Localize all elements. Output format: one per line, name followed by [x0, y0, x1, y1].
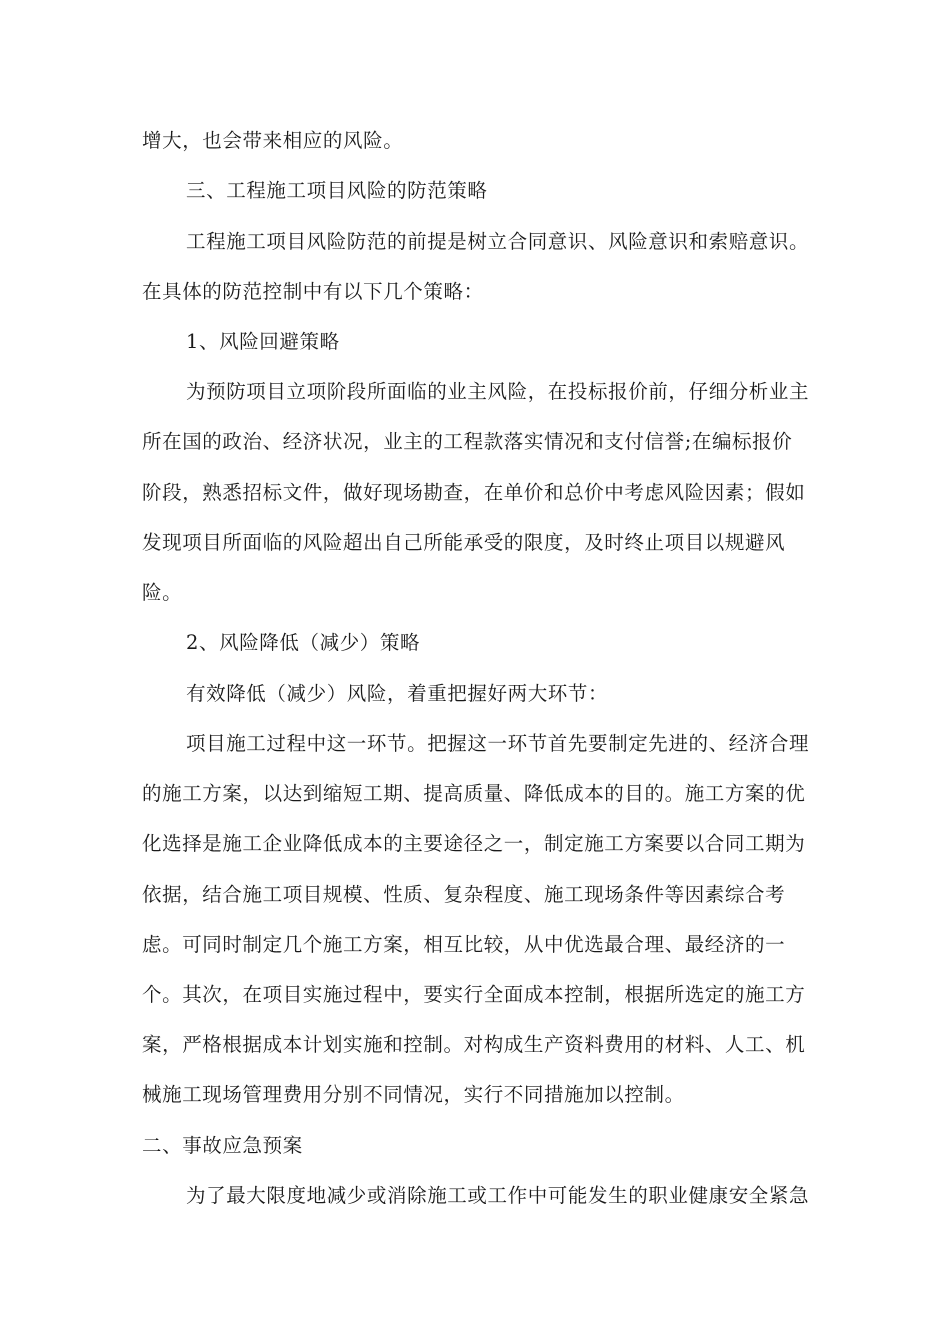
paragraph-line: 化选择是施工企业降低成本的主要途径之一，制定施工方案要以合同工期为 — [142, 832, 806, 855]
paragraph-line: 增大，也会带来相应的风险。 — [142, 129, 404, 152]
subsection-heading: 1、风险回避策略 — [186, 330, 340, 353]
paragraph-line: 阶段，熟悉招标文件，做好现场勘查，在单价和总价中考虑风险因素；假如 — [142, 481, 806, 504]
paragraph-line: 为了最大限度地减少或消除施工或工作中可能发生的职业健康安全紧急 — [186, 1184, 810, 1207]
paragraph-line: 有效降低（减少）风险，着重把握好两大环节： — [186, 682, 609, 705]
paragraph-line: 在具体的防范控制中有以下几个策略： — [142, 280, 484, 303]
paragraph-line: 发现项目所面临的风险超出自己所能承受的限度，及时终止项目以规避风 — [142, 531, 786, 554]
paragraph-line: 个。其次，在项目实施过程中，要实行全面成本控制，根据所选定的施工方 — [142, 983, 806, 1006]
paragraph-line: 案，严格根据成本计划实施和控制。对构成生产资料费用的材料、人工、机 — [142, 1033, 806, 1056]
paragraph-line: 险。 — [142, 581, 183, 604]
paragraph-line: 的施工方案，以达到缩短工期、提高质量、降低成本的目的。施工方案的优 — [142, 782, 806, 805]
subsection-heading: 2、风险降低（减少）策略 — [186, 631, 421, 654]
paragraph-line: 工程施工项目风险防范的前提是树立合同意识、风险意识和索赔意识。 — [186, 230, 810, 253]
paragraph-line: 为预防项目立项阶段所面临的业主风险，在投标报价前，仔细分析业主 — [186, 380, 810, 403]
paragraph-line: 依据，结合施工项目规模、性质、复杂程度、施工现场条件等因素综合考 — [142, 883, 786, 906]
paragraph-line: 项目施工过程中这一环节。把握这一环节首先要制定先进的、经济合理 — [186, 732, 810, 755]
section-heading: 三、工程施工项目风险的防范策略 — [186, 179, 488, 202]
paragraph-line: 所在国的政治、经济状况，业主的工程款落实情况和支付信誉;在编标报价 — [142, 430, 793, 453]
section-heading: 二、事故应急预案 — [142, 1134, 303, 1157]
paragraph-line: 虑。可同时制定几个施工方案，相互比较，从中优选最合理、最经济的一 — [142, 933, 786, 956]
paragraph-line: 械施工现场管理费用分别不同情况，实行不同措施加以控制。 — [142, 1083, 685, 1106]
